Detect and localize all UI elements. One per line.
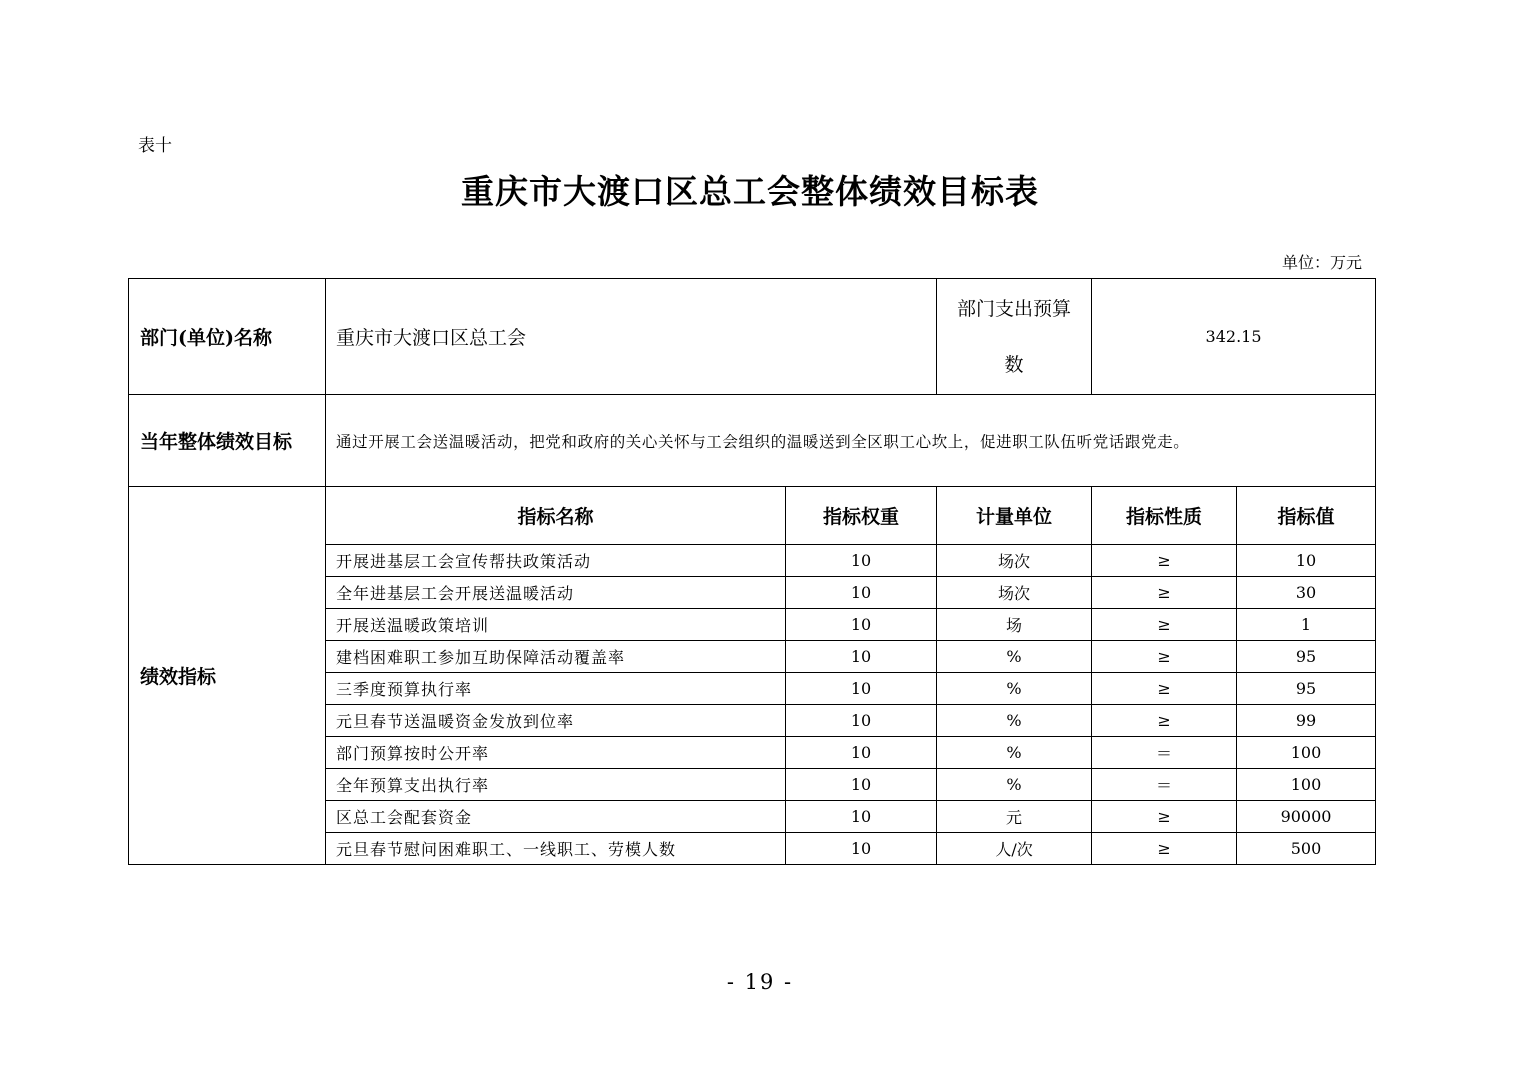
indicator-name: 开展送温暖政策培训 (326, 609, 786, 641)
indicator-value: 1 (1237, 609, 1376, 641)
indicator-weight: 10 (786, 833, 937, 865)
indicator-unit: % (937, 737, 1092, 769)
performance-table (128, 278, 1376, 865)
indicator-weight: 10 (786, 737, 937, 769)
indicator-nature: ＝ (1092, 769, 1237, 801)
indicator-unit: % (937, 705, 1092, 737)
column-header-weight: 指标权重 (786, 487, 937, 545)
indicator-unit: % (937, 673, 1092, 705)
unit-label: 单位：万元 (1281, 253, 1362, 272)
indicator-value: 90000 (1237, 801, 1376, 833)
indicator-name: 区总工会配套资金 (326, 801, 786, 833)
page-number: - 19 - (726, 970, 794, 994)
budget-label-line1: 部门支出预算 (957, 297, 1072, 320)
indicator-nature: ＝ (1092, 737, 1237, 769)
indicator-nature: ≥ (1092, 545, 1237, 577)
indicators-label: 绩效指标 (129, 487, 326, 865)
budget-label (937, 279, 1092, 395)
goal-text: 通过开展工会送温暖活动，把党和政府的关心关怀与工会组织的温暖送到全区职工心坎上，促进职工队伍听党话跟党走。 (326, 395, 1376, 487)
indicator-value: 100 (1237, 737, 1376, 769)
indicator-value: 500 (1237, 833, 1376, 865)
indicator-nature: ≥ (1092, 609, 1237, 641)
dept-label: 部门(单位)名称 (129, 279, 326, 395)
column-header-row (129, 487, 1376, 545)
indicator-value: 30 (1237, 577, 1376, 609)
indicator-name: 三季度预算执行率 (326, 673, 786, 705)
indicator-value: 99 (1237, 705, 1376, 737)
indicator-unit: 场 (937, 609, 1092, 641)
column-header-name: 指标名称 (326, 487, 786, 545)
indicator-weight: 10 (786, 673, 937, 705)
dept-name: 重庆市大渡口区总工会 (326, 279, 937, 395)
column-header-unit: 计量单位 (937, 487, 1092, 545)
budget-label-line2: 数 (1004, 353, 1024, 376)
indicator-value: 100 (1237, 769, 1376, 801)
indicator-unit: 人/次 (937, 833, 1092, 865)
indicator-unit: % (937, 769, 1092, 801)
indicator-name: 全年进基层工会开展送温暖活动 (326, 577, 786, 609)
indicator-nature: ≥ (1092, 833, 1237, 865)
table-label: 表十 (138, 136, 172, 156)
indicator-name: 元旦春节慰问困难职工、一线职工、劳模人数 (326, 833, 786, 865)
indicator-weight: 10 (786, 609, 937, 641)
column-header-nature: 指标性质 (1092, 487, 1237, 545)
indicator-weight: 10 (786, 577, 937, 609)
indicator-name: 元旦春节送温暖资金发放到位率 (326, 705, 786, 737)
indicator-unit: 场次 (937, 545, 1092, 577)
indicator-weight: 10 (786, 769, 937, 801)
budget-value: 342.15 (1092, 279, 1376, 395)
indicator-nature: ≥ (1092, 577, 1237, 609)
goal-label: 当年整体绩效目标 (129, 395, 326, 487)
indicator-weight: 10 (786, 641, 937, 673)
indicator-unit: 元 (937, 801, 1092, 833)
indicator-nature: ≥ (1092, 673, 1237, 705)
page-title: 重庆市大渡口区总工会整体绩效目标表 (461, 172, 1039, 211)
indicator-name: 全年预算支出执行率 (326, 769, 786, 801)
indicator-weight: 10 (786, 801, 937, 833)
indicator-name: 开展进基层工会宣传帮扶政策活动 (326, 545, 786, 577)
indicator-unit: 场次 (937, 577, 1092, 609)
indicator-name: 建档困难职工参加互助保障活动覆盖率 (326, 641, 786, 673)
indicator-nature: ≥ (1092, 641, 1237, 673)
goal-row (129, 395, 1376, 487)
indicator-weight: 10 (786, 705, 937, 737)
indicator-unit: % (937, 641, 1092, 673)
indicator-value: 95 (1237, 641, 1376, 673)
indicator-weight: 10 (786, 545, 937, 577)
indicator-nature: ≥ (1092, 801, 1237, 833)
indicator-value: 10 (1237, 545, 1376, 577)
column-header-value: 指标值 (1237, 487, 1376, 545)
indicator-nature: ≥ (1092, 705, 1237, 737)
indicator-value: 95 (1237, 673, 1376, 705)
indicator-name: 部门预算按时公开率 (326, 737, 786, 769)
dept-row (129, 279, 1376, 395)
